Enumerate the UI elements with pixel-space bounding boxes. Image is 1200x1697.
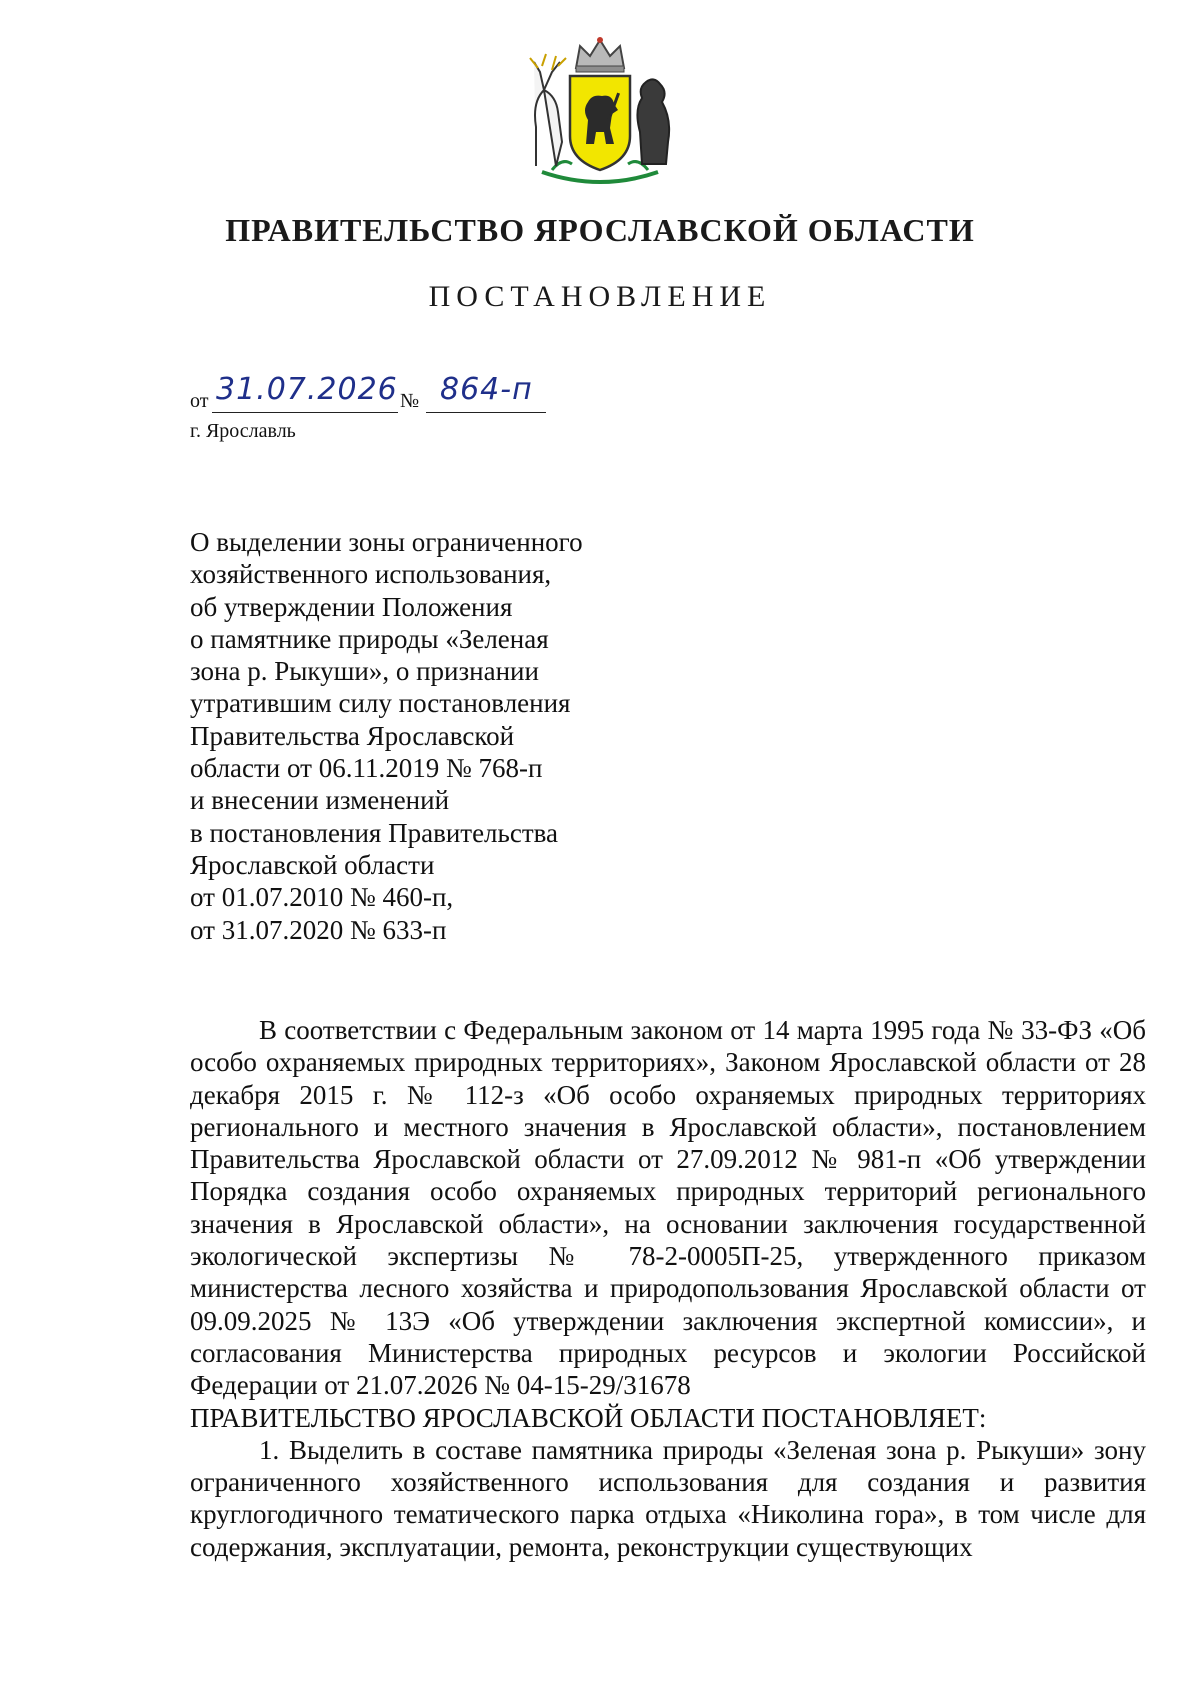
subject-line: об утверждении Положения — [190, 591, 513, 622]
subject-line: О выделении зоны ограниченного — [190, 527, 583, 557]
date-underline — [212, 412, 398, 413]
date-prefix-label: от — [190, 390, 209, 412]
document-subject — [190, 526, 620, 946]
subject-line: области от 06.11.2019 № 768-п — [190, 753, 543, 784]
document-body — [190, 1014, 1146, 1563]
subject-line: от 01.07.2010 № 460-п, — [190, 882, 454, 913]
subject-line: зона р. Рыкуши», о признании — [190, 656, 539, 687]
item-1-paragraph: 1. Выделить в составе памятника природы «Зеленая зона р. Рыкуши» зону ограниченного хозяйственного использования для создания и развития круглогодичного тематического парка отдыха «Николина гора», в том числе для содержания, эксплуатации, ремонта, реконструкции существующих — [190, 1434, 1146, 1562]
preamble-paragraph: В соответствии с Федеральным законом от 14 марта 1995 года № 33-ФЗ «Об особо охраняемых природных территориях», Законом Ярославской области от 28 декабря 2015 г. № 112-з «Об особо охраняемых природных территориях регионального и местного значения в Ярославской области», постановлением Правительства Ярославской области от 27.09.2012 № 981-п «Об утверждении Порядка создания особо охраняемых природных территорий регионального значения в Ярославской области», на основании заключения государственной экологической экспертизы № 78-2-0005П-25, утвержденного приказом министерства лесного хозяйства и природопользования Ярославской области от 09.09.2025 № 13Э «Об утверждении заключения экспертной комиссии», и согласования Министерства природных ресурсов и экологии Российской Федерации от 21.07.2026 № 04-15-29/31678 — [190, 1015, 1146, 1401]
subject-line: о памятнике природы «Зеленая — [190, 623, 549, 654]
subject-line: Правительства Ярославской — [190, 720, 515, 751]
coat-of-arms-emblem — [522, 32, 678, 188]
yaroslavl-region-coat-of-arms-icon — [522, 32, 678, 188]
organization-title: ПРАВИТЕЛЬСТВО ЯРОСЛАВСКОЙ ОБЛАСТИ — [225, 212, 975, 248]
number-underline — [426, 412, 546, 413]
handwritten-date: 31.07.2026 — [216, 372, 398, 407]
document-type-title: ПОСТАНОВЛЕНИЕ — [428, 280, 772, 313]
subject-line: утратившим силу постановления — [190, 688, 571, 719]
subject-line: в постановления Правительства — [190, 817, 558, 848]
number-prefix-label: № — [400, 390, 420, 412]
city-label: г. Ярославль — [190, 420, 296, 442]
subject-line: и внесении изменений — [190, 785, 450, 816]
subject-line: хозяйственного использования, — [190, 559, 552, 590]
handwritten-number: 864-п — [440, 372, 533, 407]
subject-line: от 31.07.2020 № 633-п — [190, 914, 447, 945]
subject-line: Ярославской области — [190, 849, 435, 880]
decree-statement: ПРАВИТЕЛЬСТВО ЯРОСЛАВСКОЙ ОБЛАСТИ ПОСТАНОВЛЯЕТ: — [190, 1402, 987, 1433]
